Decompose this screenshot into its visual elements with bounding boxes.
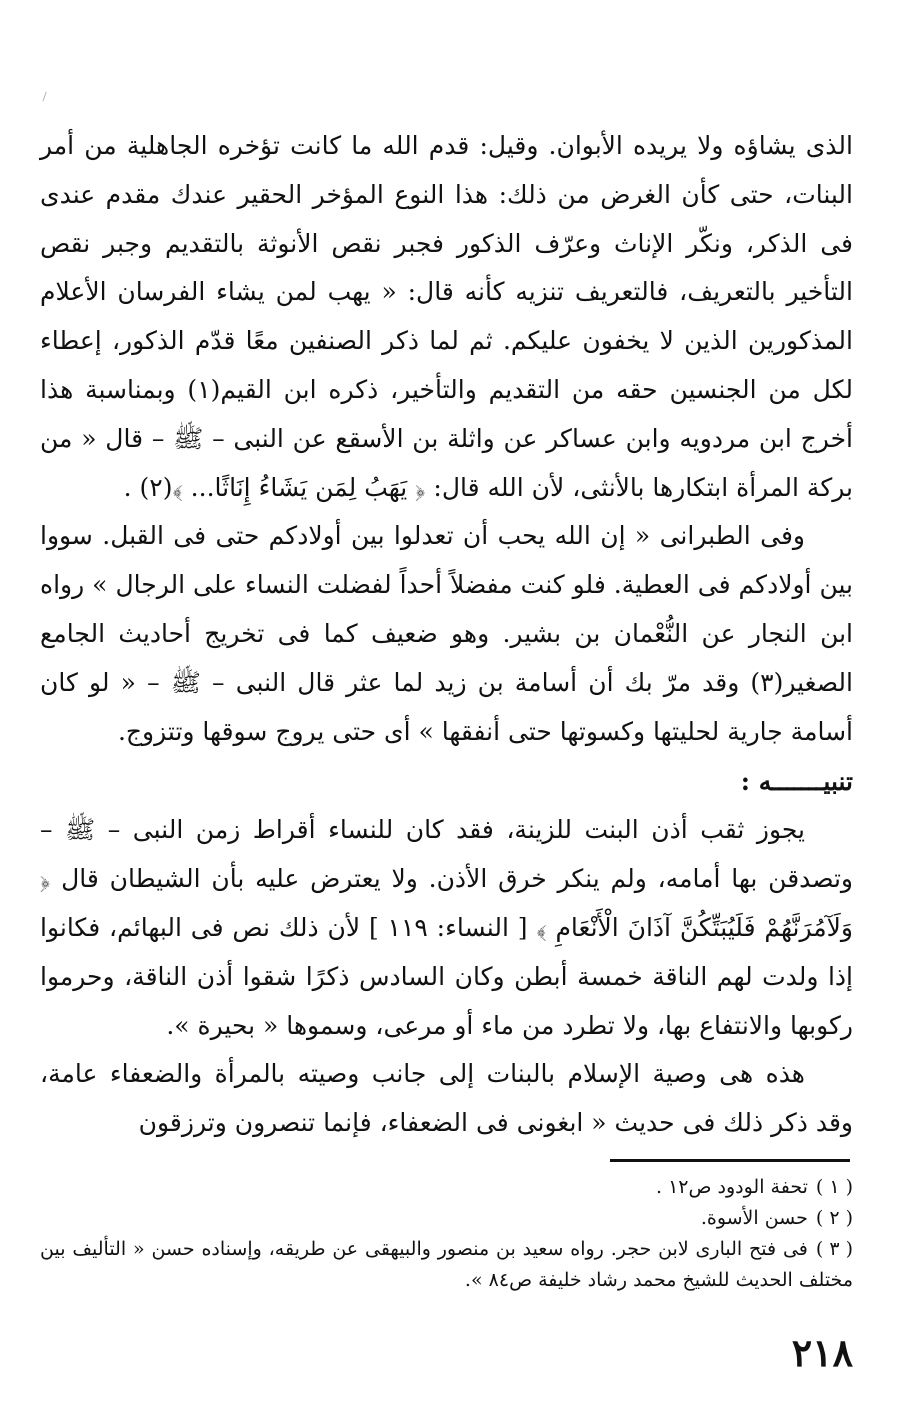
footnote-1	[40, 1172, 853, 1203]
footnote-text: فى فتح البارى لابن حجر. رواه سعيد بن منصور والبيهقى عن طريقه، وإسناده حسن « التأليف بين مختلف الحديث للشيخ محمد رشاد خليفة ص٨٤ ».	[40, 1238, 853, 1291]
section-heading: تنبيـــــــه :	[740, 767, 853, 797]
footnote-divider	[610, 1159, 850, 1162]
footnote-text: حسن الأسوة.	[700, 1207, 808, 1229]
footnotes	[40, 1172, 853, 1296]
paragraph-1: الذى يشاؤه ولا يريده الأبوان. وقيل: قدم الله ما كانت تؤخره الجاهلية من أمر البنات، حتى كأن الغرض من ذلك: هذا النوع المؤخر الحقير عندك مقدم عندى فى الذكر، ونكّر الإناث وعرّف الذكور فجبر نقص الأنوثة بالتقديم وجبر نقص التأخير بالتعريف، فالتعريف تنزيه كأنه قال: « يهب لمن يشاء الفرسان الأعلام المذكورين الذين لا يخفون عليكم. ثم لما ذكر الصنفين معًا قدّم الذكور، إعطاء لكل من الجنسين حقه من التقديم والتأخير، ذكره ابن القيم(١) وبمناسبة هذا أخرج ابن مردويه وابن عساكر عن واثلة بن الأسقع عن النبى – ﷺ – قال « من بركة المرأة ابتكارها بالأنثى، لأن الله قال: ﴿ يَهَبُ لِمَن يَشَاءُ إِنَاثًا... ﴾(٢) .	[40, 131, 853, 502]
scan-speck	[42, 92, 48, 102]
page-body	[40, 122, 853, 1148]
footnote-3	[40, 1234, 853, 1296]
footnote-text: تحفة الودود ص١٢ .	[655, 1176, 808, 1198]
paragraph-2: وفى الطبرانى « إن الله يحب أن تعدلوا بين أولادكم حتى فى القبل. سووا بين أولادكم فى العطية. فلو كنت مفضلاً أحداً لفضلت النساء على الرجال » رواه ابن النجار عن النُّعْمان بن بشير. وهو ضعيف كما فى تخريج أحاديث الجامع الصغير(٣) وقد مرّ بك أن أسامة بن زيد لما عثر قال النبى – ﷺ – « لو كان أسامة جارية لحليتها وكسوتها حتى أنفقها » أى حتى يروج سوقها وتتزوج.	[40, 521, 853, 746]
footnote-number: ( ٣ )	[815, 1238, 853, 1260]
footnote-number: ( ١ )	[815, 1176, 853, 1198]
footnote-2	[40, 1203, 853, 1234]
page-number: ٢١٨	[791, 1330, 853, 1375]
paragraph-4: هذه هى وصية الإسلام بالبنات إلى جانب وصيته بالمرأة والضعفاء عامة، وقد ذكر ذلك فى حديث « ابغونى فى الضعفاء، فإنما تنصرون وترزقون	[40, 1059, 853, 1138]
footnote-number: ( ٢ )	[815, 1207, 853, 1229]
paragraph-3: يجوز ثقب أذن البنت للزينة، فقد كان للنساء أقراط زمن النبى – ﷺ – وتصدقن بها أمامه، ولم ينكر خرق الأذن. ولا يعترض عليه بأن الشيطان قال ﴿ وَلَآمُرَنَّهُمْ فَلَيُبَتِّكُنَّ آذَانَ الْأَنْعَامِ ﴾ [ النساء: ١١٩ ] لأن ذلك نص فى البهائم، فكانوا إذا ولدت لهم الناقة خمسة أبطن وكان السادس ذكرًا شقوا أذن الناقة، وحرموا ركوبها والانتفاع بها، ولا تطرد من ماء أو مرعى، وسموها « بحيرة ».	[40, 815, 853, 1040]
